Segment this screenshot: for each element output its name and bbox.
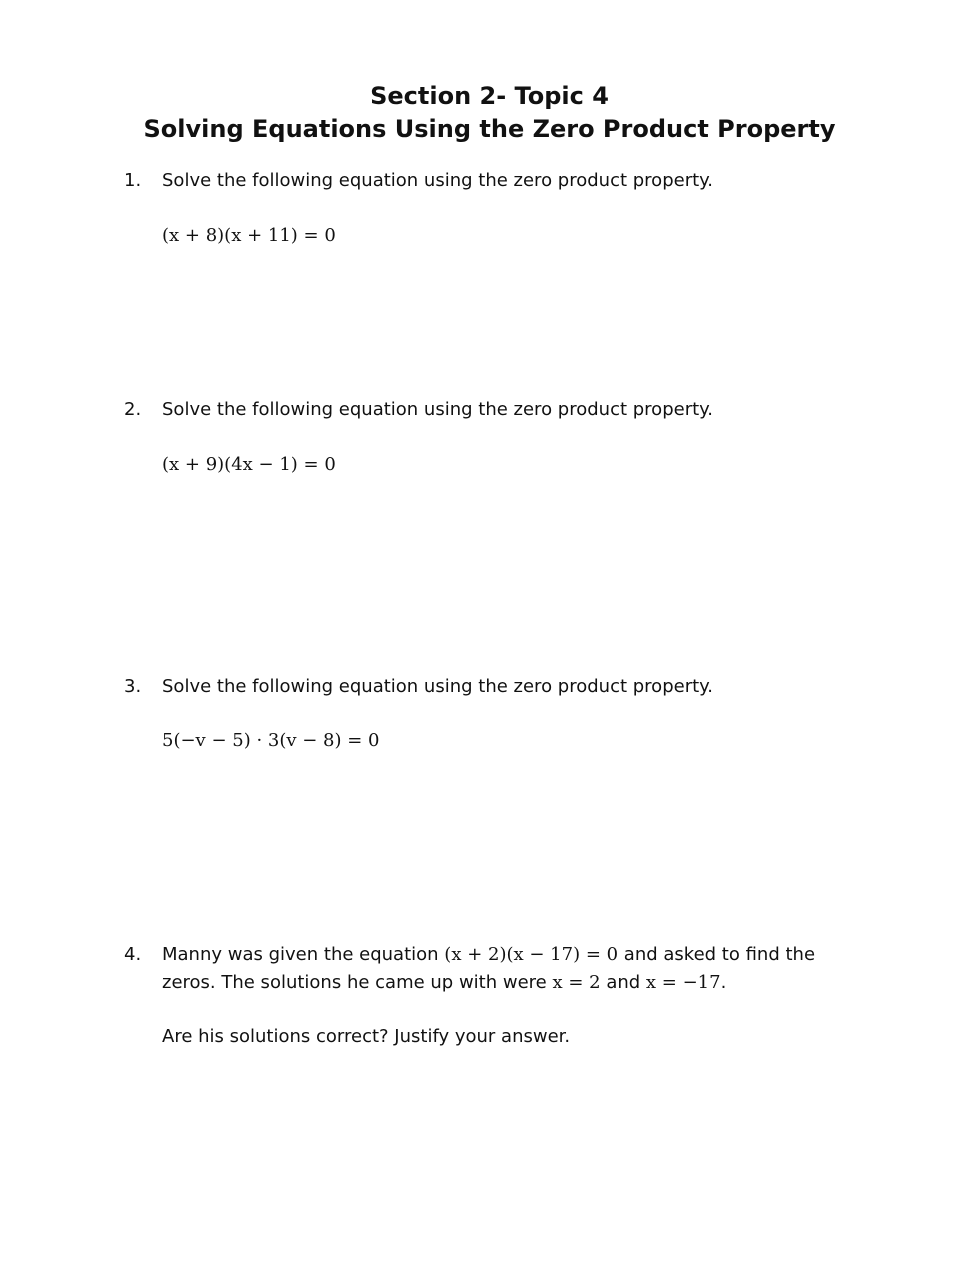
question-prompt: Solve the following equation using the zero product property. <box>162 399 713 420</box>
question-number: 4. <box>124 944 142 965</box>
question-number: 2. <box>124 399 142 420</box>
question-prompt: Solve the following equation using the zero product property. <box>162 676 713 697</box>
prompt-text: . <box>720 972 727 993</box>
inline-equation: (x + 2)(x − 17) = 0 <box>444 944 619 965</box>
question-followup: Are his solutions correct? Justify your answer. <box>162 1026 571 1047</box>
prompt-text: and asked to find the <box>618 944 816 965</box>
inline-equation: x = −17 <box>645 972 721 993</box>
section-title: Section 2- Topic 4 <box>370 82 609 110</box>
prompt-text: zeros. The solutions he came up with were <box>162 972 553 993</box>
inline-equation: x = 2 <box>552 972 601 993</box>
question-prompt-line-2 <box>162 969 726 997</box>
question-prompt: Solve the following equation using the zero product property. <box>162 170 713 191</box>
question-prompt-line-1 <box>162 941 815 969</box>
question-equation: (x + 9)(4x − 1) = 0 <box>162 454 336 475</box>
prompt-text: Manny was given the equation <box>162 944 445 965</box>
prompt-text: and <box>600 972 646 993</box>
question-number: 3. <box>124 676 142 697</box>
question-equation: 5(−v − 5) · 3(v − 8) = 0 <box>162 730 380 751</box>
question-number: 1. <box>124 170 142 191</box>
question-equation: (x + 8)(x + 11) = 0 <box>162 225 336 246</box>
topic-title: Solving Equations Using the Zero Product Property <box>143 115 836 143</box>
